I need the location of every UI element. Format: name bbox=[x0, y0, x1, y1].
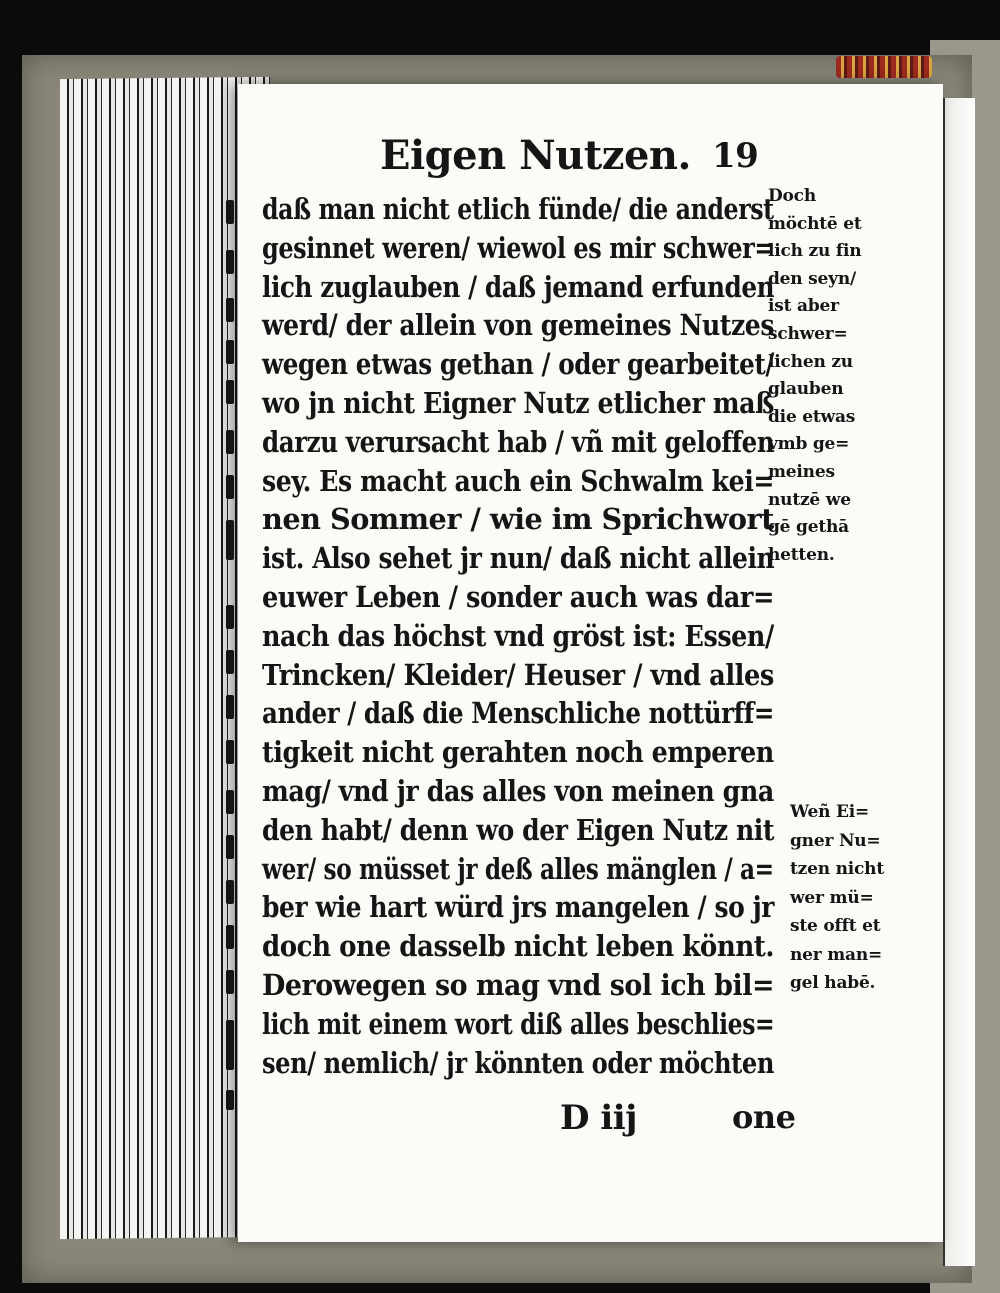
text-line: darzu verursacht hab / vñ mit geloffen bbox=[262, 424, 775, 459]
note-line: gner Nu= bbox=[790, 830, 881, 851]
note-line: ist aber bbox=[768, 296, 839, 317]
note-line: gel habē. bbox=[790, 973, 876, 993]
text-line: ist. Also sehet jr nun/ daß nicht allein bbox=[262, 541, 775, 576]
text-line: gesinnet weren/ wiewol es mir schwer= bbox=[262, 230, 774, 265]
text-line: mag/ vnd jr das alles von meinen gna bbox=[262, 774, 774, 808]
note-line: ner man= bbox=[790, 944, 883, 965]
note-line: gē gethā bbox=[768, 517, 849, 538]
text-line: wer/ so müsset jr deß alles mänglen / a= bbox=[262, 851, 774, 886]
note-line: hetten. bbox=[768, 544, 835, 565]
show-through-marks bbox=[222, 190, 242, 1110]
note-line: wer mü= bbox=[790, 887, 874, 908]
note-line: den seyn/ bbox=[768, 268, 857, 289]
running-head: Eigen Nutzen. bbox=[380, 132, 691, 179]
text-line: lich mit einem wort diß alles beschlies= bbox=[262, 1006, 775, 1041]
text-line: doch one dasselb nicht leben könnt. bbox=[262, 929, 774, 964]
text-line: Trincken/ Kleider/ Heuser / vnd alles bbox=[262, 657, 774, 692]
text-line: daß man nicht etlich fünde/ die anderst bbox=[262, 192, 774, 226]
text-line: euwer Leben / sonder auch was dar= bbox=[262, 580, 775, 614]
headband bbox=[836, 56, 932, 78]
text-line: lich zuglauben / daß jemand erfunden bbox=[262, 269, 775, 304]
catchword: one bbox=[732, 1098, 796, 1136]
text-line: tigkeit nicht gerahten noch emperen bbox=[262, 735, 774, 770]
note-line: lichen zu bbox=[768, 351, 853, 372]
text-line: ander / daß die Menschliche nottürff= bbox=[262, 696, 774, 731]
signature-mark: D iij bbox=[560, 1098, 637, 1138]
text-line: den habt/ denn wo der Eigen Nutz nit bbox=[262, 812, 775, 847]
note-line: die etwas bbox=[768, 406, 856, 427]
facing-page-edge bbox=[943, 98, 975, 1266]
text-line: Derowegen so mag vnd sol ich bil= bbox=[262, 968, 775, 1002]
text-line: sey. Es macht auch ein Schwalm kei= bbox=[262, 463, 775, 498]
note-line: glauben bbox=[768, 379, 844, 400]
note-line: Weñ Ei= bbox=[790, 802, 870, 822]
note-line: lich zu fin bbox=[768, 241, 862, 262]
note-line: Doch bbox=[768, 186, 816, 206]
text-line: nach das höchst vnd gröst ist: Essen/ bbox=[262, 618, 774, 653]
text-line: ber wie hart würd jrs mangelen / so jr bbox=[262, 890, 774, 925]
text-line: sen/ nemlich/ jr könnten oder möchten bbox=[262, 1045, 774, 1080]
note-line: ste offt et bbox=[790, 916, 881, 936]
note-line: meines bbox=[768, 462, 835, 482]
text-line: nen Sommer / wie im Sprichwort bbox=[262, 502, 774, 537]
note-line: nutzē we bbox=[768, 489, 851, 510]
page-number: 19 bbox=[712, 136, 759, 176]
note-line: möchtē et bbox=[768, 213, 862, 234]
note-line: vmb ge= bbox=[768, 434, 850, 455]
text-line: werd/ der allein von gemeines Nutzes bbox=[262, 308, 775, 343]
note-line: tzen nicht bbox=[790, 859, 884, 879]
note-line: schwer= bbox=[768, 324, 848, 344]
text-line: wegen etwas gethan / oder gearbeitet/ bbox=[262, 347, 774, 382]
text-line: wo jn nicht Eigner Nutz etlicher maß bbox=[262, 386, 774, 420]
